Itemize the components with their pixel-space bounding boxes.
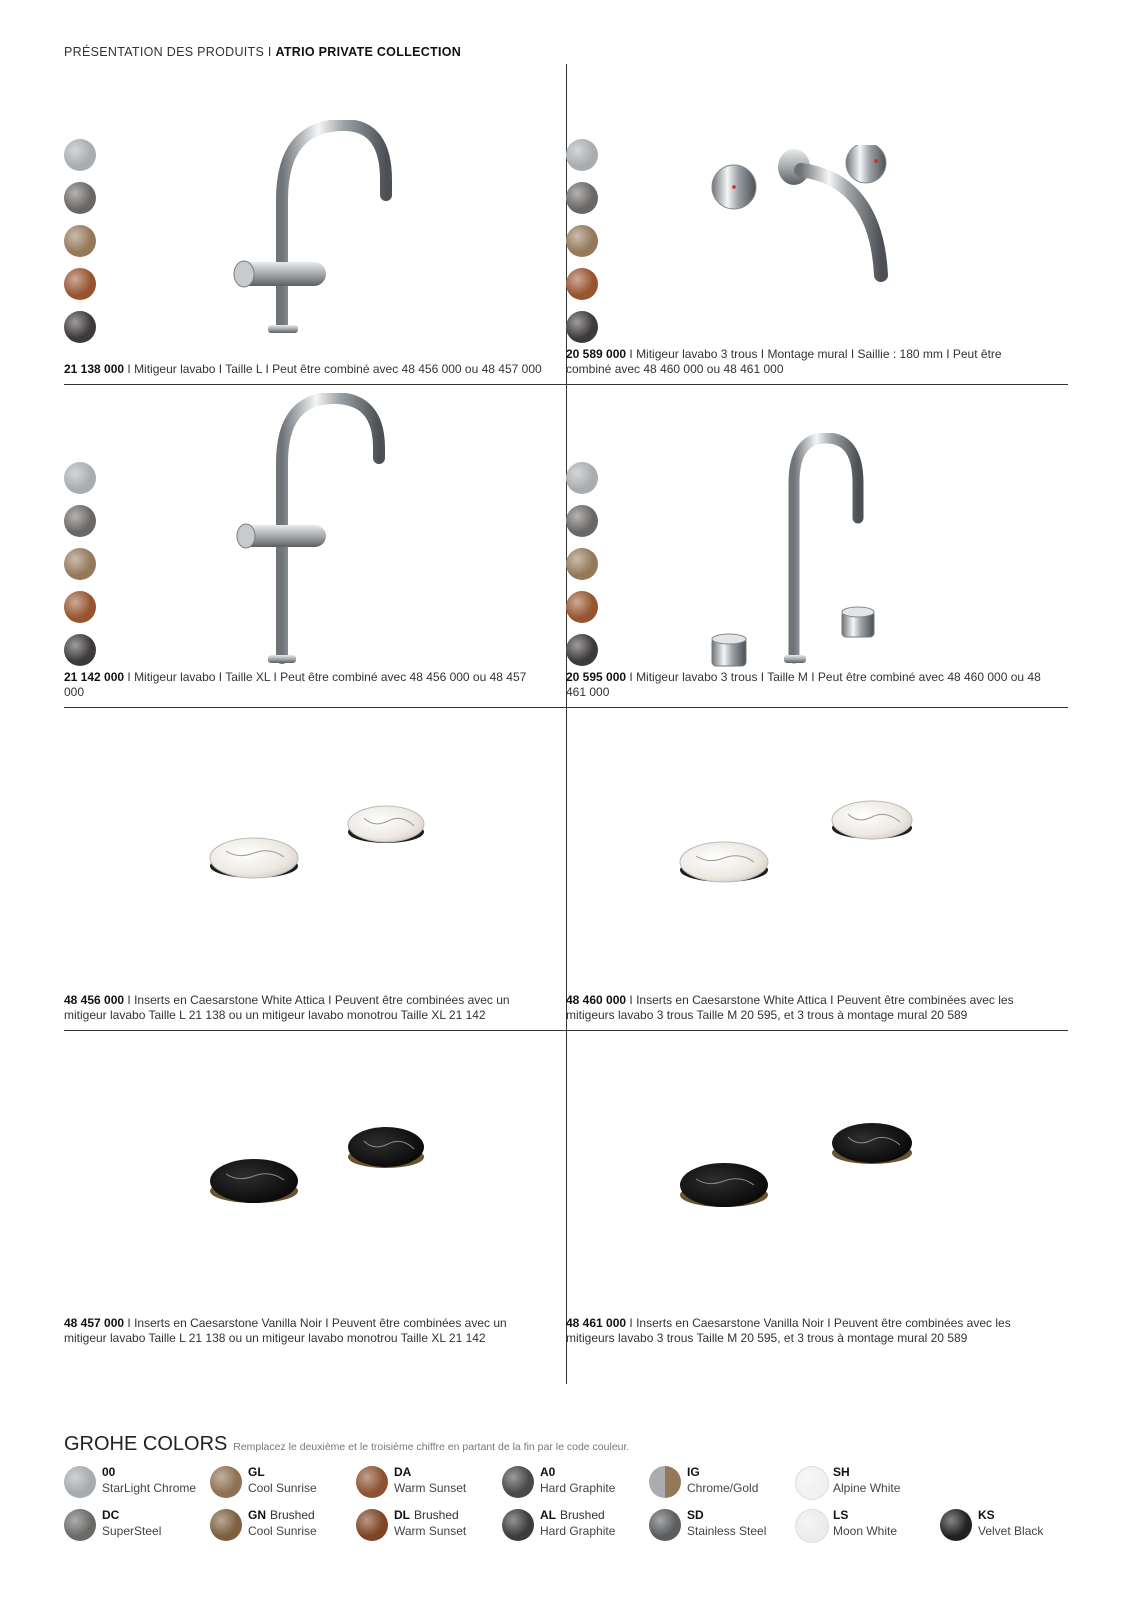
swatch-warm-sunset — [566, 268, 598, 300]
color-dot — [210, 1509, 242, 1541]
color-dot — [502, 1466, 534, 1498]
color-code: 00 — [102, 1465, 116, 1479]
insert-image — [204, 1119, 444, 1219]
product-description: I Inserts en Caesarstone White Attica I Peuvent être combinées avec les mitigeurs lavabo 3 trous Taille M 20 595, et 3 trous à montage mural 20 589 — [566, 993, 1014, 1022]
swatch-graphite — [64, 634, 96, 666]
product-code: 21 142 000 — [64, 670, 125, 684]
header-prefix: PRÉSENTATION DES PRODUITS I — [64, 45, 276, 59]
color-name: Alpine White — [833, 1481, 901, 1495]
swatch-warm-sunset — [566, 591, 598, 623]
color-name: Cool Sunrise — [248, 1481, 317, 1495]
grohe-colors-heading — [64, 1433, 629, 1456]
swatch-chrome — [566, 462, 598, 494]
product-card-48460000 — [566, 696, 1056, 1026]
finish-swatches — [566, 139, 598, 354]
color-name: SuperSteel — [102, 1524, 162, 1538]
faucet-image — [706, 433, 896, 673]
product-code: 48 456 000 — [64, 993, 125, 1007]
product-description: I Mitigeur lavabo I Taille XL I Peut être combiné avec 48 456 000 ou 48 457 000 — [64, 670, 527, 699]
product-code: 48 461 000 — [566, 1316, 627, 1330]
color-name: Hard Graphite — [540, 1524, 616, 1538]
faucet-image — [224, 120, 404, 335]
color-code: IG — [687, 1465, 700, 1479]
product-card-21142000 — [64, 373, 554, 703]
product-card-20589000 — [566, 50, 1056, 380]
product-code: 48 457 000 — [64, 1316, 125, 1330]
product-code: 20 595 000 — [566, 670, 627, 684]
faucet-image — [234, 393, 404, 668]
faucet-image — [706, 145, 906, 285]
color-code: DC — [102, 1508, 120, 1522]
color-code: DA — [394, 1465, 412, 1479]
product-description: I Inserts en Caesarstone Vanilla Noir I Peuvent être combinées avec un mitigeur lavabo Taille L 21 138 ou un mitigeur lavabo monotrou Taille XL 21 142 — [64, 1316, 507, 1345]
color-dot — [64, 1509, 96, 1541]
color-code: GN Brushed — [248, 1508, 315, 1522]
finish-swatches — [64, 462, 96, 677]
color-dot — [940, 1509, 972, 1541]
swatch-chrome — [566, 139, 598, 171]
product-card-20595000 — [566, 373, 1056, 703]
color-name: Moon White — [833, 1524, 898, 1538]
product-code: 21 138 000 — [64, 362, 125, 376]
color-dot — [356, 1509, 388, 1541]
grohe-colors-subtitle: Remplacez le deuxième et le troisième chiffre en partant de la fin par le code couleur. — [233, 1441, 630, 1453]
color-dot — [356, 1466, 388, 1498]
color-name: Chrome/Gold — [687, 1481, 759, 1495]
color-name: Stainless Steel — [687, 1524, 767, 1538]
product-code: 48 460 000 — [566, 993, 627, 1007]
swatch-chrome — [64, 139, 96, 171]
insert-image — [204, 796, 444, 896]
product-card-48456000 — [64, 696, 554, 1026]
color-dot — [649, 1466, 681, 1498]
color-dot — [502, 1509, 534, 1541]
color-dot — [649, 1509, 681, 1541]
color-dot — [210, 1466, 242, 1498]
product-card-48457000 — [64, 1019, 554, 1349]
color-name: StarLight Chrome — [102, 1481, 197, 1495]
color-code: SH — [833, 1465, 850, 1479]
swatch-chrome — [64, 462, 96, 494]
color-code: A0 — [540, 1465, 556, 1479]
swatch-graphite — [64, 311, 96, 343]
color-code: LS — [833, 1508, 849, 1522]
product-description: I Inserts en Caesarstone Vanilla Noir I Peuvent être combinées avec les mitigeurs lavabo 3 trous Taille M 20 595, et 3 trous à montage mural 20 589 — [566, 1316, 1011, 1345]
finish-swatches — [566, 462, 598, 677]
product-code: 20 589 000 — [566, 347, 627, 361]
swatch-supersteel — [566, 182, 598, 214]
product-description: I Inserts en Caesarstone White Attica I Peuvent être combinées avec un mitigeur lavabo Taille L 21 138 ou un mitigeur lavabo monotrou Taille XL 21 142 — [64, 993, 510, 1022]
swatch-supersteel — [64, 505, 96, 537]
color-name: Warm Sunset — [394, 1524, 467, 1538]
product-description: I Mitigeur lavabo 3 trous I Taille M I Peut être combiné avec 48 460 000 ou 48 461 000 — [566, 670, 1041, 699]
color-name: Cool Sunrise — [248, 1524, 317, 1538]
color-dot — [64, 1466, 96, 1498]
swatch-graphite — [566, 311, 598, 343]
insert-image — [676, 1119, 926, 1219]
product-card-48461000 — [566, 1019, 1056, 1349]
color-code: KS — [978, 1508, 995, 1522]
color-code: SD — [687, 1508, 704, 1522]
insert-image — [676, 796, 926, 896]
product-caption — [566, 1316, 1046, 1346]
swatch-cool-sunrise — [64, 225, 96, 257]
swatch-cool-sunrise — [64, 548, 96, 580]
color-name: Warm Sunset — [394, 1481, 467, 1495]
swatch-cool-sunrise — [566, 225, 598, 257]
swatch-cool-sunrise — [566, 548, 598, 580]
swatch-graphite — [566, 634, 598, 666]
product-description: I Mitigeur lavabo 3 trous I Montage mural I Saillie : 180 mm I Peut être combiné avec 48 460 000 ou 48 461 000 — [566, 347, 1002, 376]
color-name: Velvet Black — [978, 1524, 1044, 1538]
product-description: I Mitigeur lavabo I Taille L I Peut être combiné avec 48 456 000 ou 48 457 000 — [124, 362, 542, 376]
product-caption — [64, 1316, 544, 1346]
swatch-warm-sunset — [64, 268, 96, 300]
product-card-21138000 — [64, 50, 554, 380]
color-code: GL — [248, 1465, 265, 1479]
color-dot — [795, 1466, 829, 1500]
swatch-supersteel — [64, 182, 96, 214]
color-code: AL Brushed — [540, 1508, 605, 1522]
color-code: DL Brushed — [394, 1508, 459, 1522]
swatch-warm-sunset — [64, 591, 96, 623]
header-title: ATRIO PRIVATE COLLECTION — [275, 45, 462, 59]
finish-swatches — [64, 139, 96, 354]
color-dot — [795, 1509, 829, 1543]
swatch-supersteel — [566, 505, 598, 537]
color-name: Hard Graphite — [540, 1481, 616, 1495]
grohe-colors-title: GROHE COLORS — [64, 1433, 228, 1455]
